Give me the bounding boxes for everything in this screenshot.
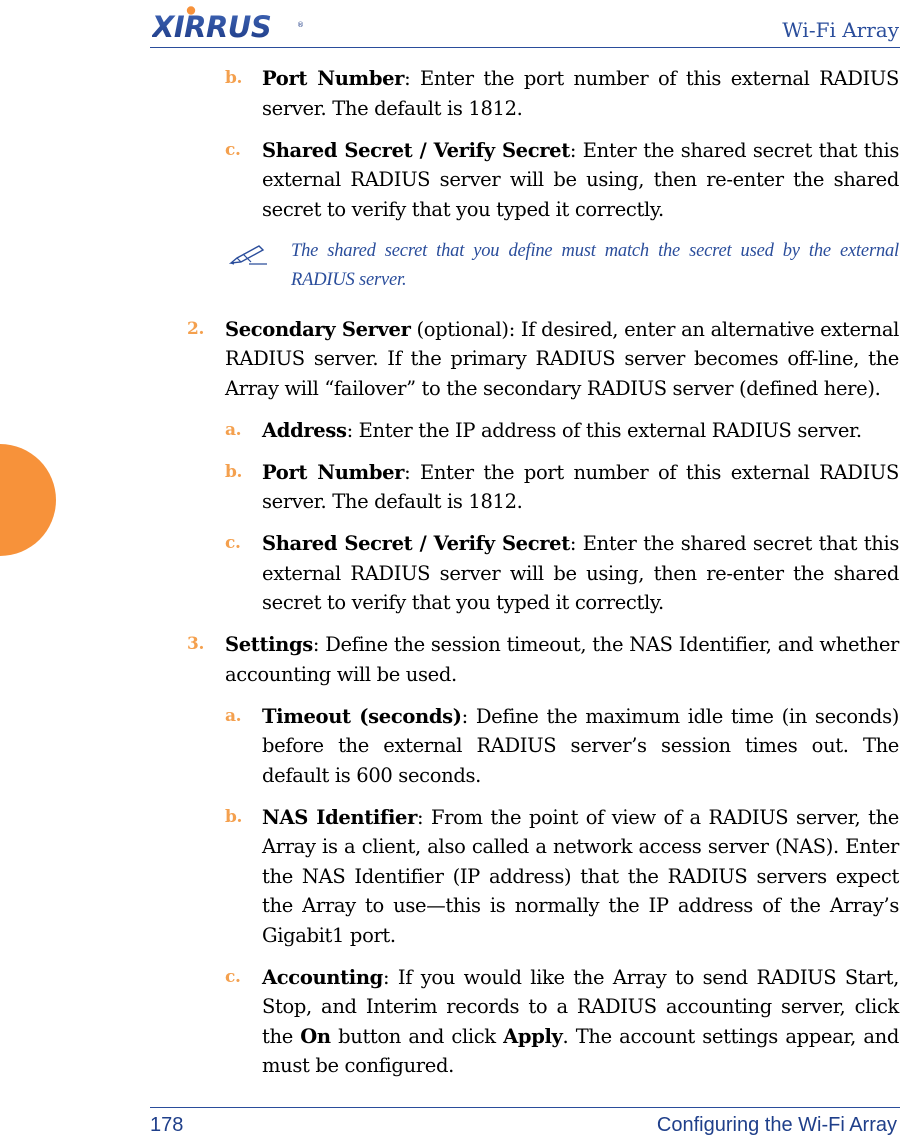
list-item: [225, 416, 899, 446]
list-marker: a.: [225, 705, 242, 726]
header-title: Wi-Fi Array: [782, 18, 899, 42]
xirrus-logo: [152, 6, 304, 45]
term-label: Port Number: [262, 67, 405, 90]
list-item: [225, 529, 899, 618]
term-text: : Define the session timeout, the NAS Identifier, and whether accounting will be used.: [225, 633, 899, 686]
list-marker: c.: [225, 966, 241, 987]
page-body: [0, 64, 901, 1093]
list-item: [225, 702, 899, 791]
term-text: : If you would like the Array to send RADIUS Start, Stop, and Interim records to a RADIUS accounting server, click the: [262, 965, 899, 1048]
list-item: [225, 136, 899, 225]
term-text: button and click: [330, 1024, 504, 1048]
term-text: : Enter the port number of this external RADIUS server. The default is 1812.: [262, 67, 899, 120]
term-text: : Enter the shared secret that this external RADIUS server will be using, then re-enter the shared secret to verify that you typed it correctly.: [262, 138, 899, 221]
term-label: Shared Secret / Verify Secret: [262, 138, 570, 162]
list-item: [225, 963, 900, 1081]
term-text: : Enter the shared secret that this external RADIUS server will be using, then re-enter the shared secret to verify that you typed it correctly.: [262, 532, 899, 614]
note-box: [291, 237, 899, 295]
term-text: : Enter the IP address of this external RADIUS server.: [346, 418, 862, 442]
list-marker: a.: [225, 419, 242, 440]
term-label: NAS Identifier: [262, 805, 418, 829]
term-label: Accounting: [262, 965, 383, 989]
note-text: The shared secret that you define must match the secret used by the external RADIUS server.: [291, 240, 899, 290]
list-item: [225, 458, 899, 517]
list-item: [187, 630, 899, 689]
list-marker: b.: [225, 68, 243, 88]
on-button-ref: On: [300, 1024, 331, 1048]
term-text: (optional): If desired, enter an alternative external RADIUS server. If the primary RADIUS server becomes off-line, the Array will “failover” to the secondary RADIUS server (defined here).: [225, 317, 899, 400]
list-marker: 2.: [187, 318, 205, 339]
header-rule: [150, 47, 900, 48]
list-marker: b.: [225, 461, 243, 482]
list-marker: b.: [225, 806, 243, 827]
term-label: Timeout (seconds): [262, 704, 462, 728]
term-label: Address: [262, 418, 347, 442]
term-text: : Define the maximum idle time (in seconds) before the external RADIUS server’s session times out. The default is 600 seconds.: [262, 704, 899, 787]
term-text: : From the point of view of a RADIUS server, the Array is a client, also called a network access server (NAS). Enter the NAS Identifier (IP address) that the RADIUS servers expect the Array to use—this is normally the IP address of the Array’s Gigabit1 port.: [262, 805, 899, 947]
term-text: : Enter the port number of this external RADIUS server. The default is 1812.: [262, 460, 899, 513]
apply-button-ref: Apply: [503, 1024, 563, 1048]
footer-rule: [150, 1107, 900, 1108]
term-label: Shared Secret / Verify Secret: [262, 532, 570, 555]
list-item: [187, 315, 899, 404]
term-label: Settings: [225, 633, 313, 656]
list-item: [225, 64, 899, 123]
svg-text:®: ®: [297, 21, 304, 29]
footer-section-title: Configuring the Wi-Fi Array: [656, 1114, 897, 1136]
list-item: [225, 803, 899, 951]
list-marker: c.: [225, 139, 241, 160]
pencil-note-icon: [229, 244, 269, 276]
page-number: 178: [150, 1114, 184, 1136]
list-marker: 3.: [187, 634, 205, 654]
list-marker: c.: [225, 533, 241, 553]
term-label: Port Number: [262, 460, 405, 484]
term-text: . The account settings appear, and must be configured.: [262, 1024, 900, 1077]
term-label: Secondary Server: [225, 317, 411, 341]
logo-text: XIRRUS: [152, 10, 272, 40]
